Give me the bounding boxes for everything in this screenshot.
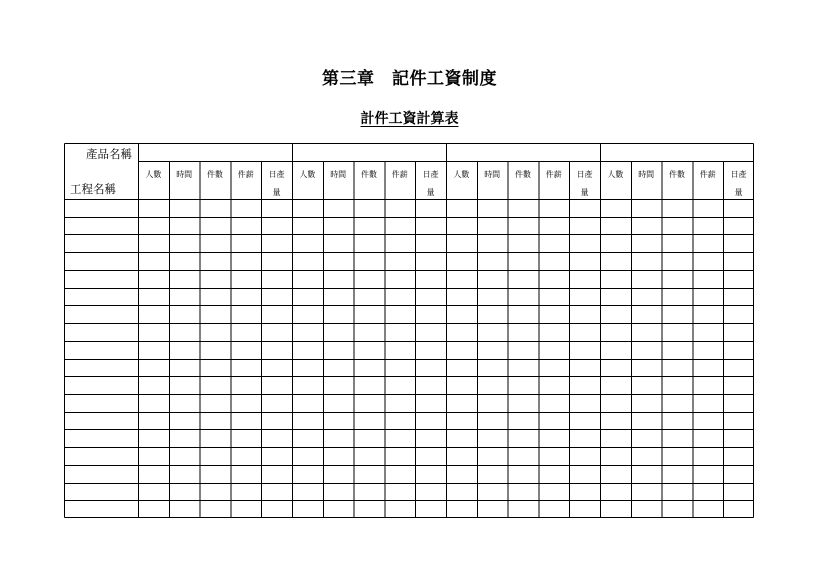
column-header: 時間 xyxy=(484,170,501,179)
column-header: 件薪 xyxy=(545,170,562,179)
column-header: 人數 xyxy=(145,170,162,179)
column-header: 日產 xyxy=(576,170,593,179)
column-header: 人數 xyxy=(607,170,624,179)
column-header-line2: 量 xyxy=(734,188,743,197)
column-header: 件薪 xyxy=(391,170,408,179)
column-header: 日產 xyxy=(268,170,285,179)
column-header: 時間 xyxy=(638,170,655,179)
column-header: 日產 xyxy=(422,170,439,179)
column-header-line2: 量 xyxy=(580,188,589,197)
column-header: 件薪 xyxy=(699,170,716,179)
column-header: 件薪 xyxy=(237,170,254,179)
column-header: 件數 xyxy=(361,170,377,179)
column-header: 人數 xyxy=(453,170,470,179)
column-header-line2: 量 xyxy=(426,188,435,197)
column-header: 時間 xyxy=(330,170,347,179)
chapter-title: 第三章 記件工資制度 xyxy=(322,69,497,89)
column-header: 日產 xyxy=(730,170,747,179)
column-header: 時間 xyxy=(176,170,193,179)
corner-label-product-name: 產品名稱 xyxy=(86,147,132,161)
piece-wage-calculation-table xyxy=(64,143,754,518)
column-header: 件數 xyxy=(669,170,685,179)
column-header: 件數 xyxy=(207,170,223,179)
table-title: 計件工資計算表 xyxy=(360,111,459,127)
column-header: 件數 xyxy=(515,170,531,179)
column-header-line2: 量 xyxy=(272,188,281,197)
corner-label-process-name: 工程名稱 xyxy=(70,182,116,196)
column-header: 人數 xyxy=(299,170,316,179)
